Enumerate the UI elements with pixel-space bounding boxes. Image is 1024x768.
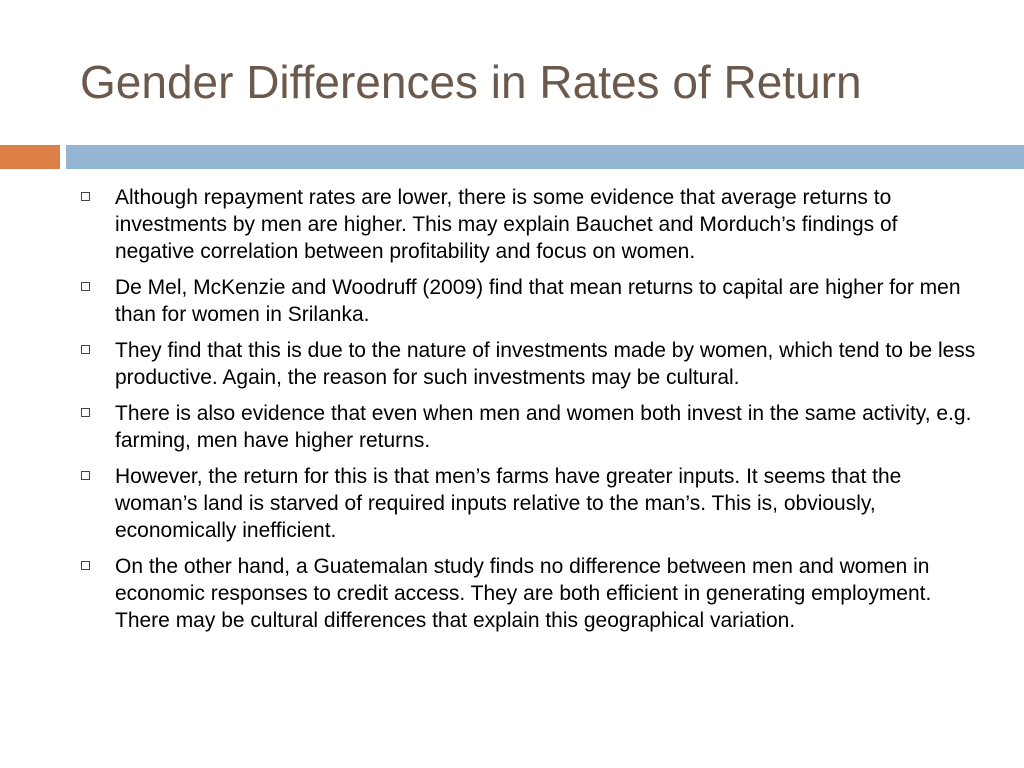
bullet-item bbox=[78, 184, 978, 265]
accent-bar-left bbox=[0, 145, 60, 169]
hollow-square-icon bbox=[81, 282, 90, 291]
bullet-item bbox=[78, 274, 978, 328]
bullet-item bbox=[78, 400, 978, 454]
bullet-text: However, the return for this is that men’s farms have greater inputs. It seems that the woman’s land is starved of required inputs relative to the man’s. This is, obviously, economically inefficient. bbox=[115, 465, 902, 542]
accent-bar-right bbox=[66, 145, 1024, 169]
hollow-square-icon bbox=[81, 471, 90, 480]
hollow-square-icon bbox=[81, 192, 90, 201]
bullet-item bbox=[78, 553, 978, 634]
bullet-text: De Mel, McKenzie and Woodruff (2009) find that mean returns to capital are higher for men than for women in Srilanka. bbox=[115, 276, 961, 326]
bullet-text: There is also evidence that even when men and women both invest in the same activity, e.g. farming, men have higher returns. bbox=[115, 402, 972, 452]
bullet-text: They find that this is due to the nature of investments made by women, which tend to be less productive. Again, the reason for such investments may be cultural. bbox=[115, 339, 976, 389]
bullet-item bbox=[78, 463, 978, 544]
bullet-list bbox=[78, 184, 978, 643]
bullet-item bbox=[78, 337, 978, 391]
hollow-square-icon bbox=[81, 561, 90, 570]
hollow-square-icon bbox=[81, 345, 90, 354]
bullet-text: On the other hand, a Guatemalan study finds no difference between men and women in economic responses to credit access. They are both efficient in generating employment. There may be cultural differences that explain this geographical variation. bbox=[115, 555, 932, 632]
hollow-square-icon bbox=[81, 408, 90, 417]
slide-title: Gender Differences in Rates of Return bbox=[80, 56, 862, 108]
bullet-text: Although repayment rates are lower, there is some evidence that average returns to investments by men are higher. This may explain Bauchet and Morduch’s findings of negative correlation between profitability and focus on women. bbox=[115, 186, 898, 263]
